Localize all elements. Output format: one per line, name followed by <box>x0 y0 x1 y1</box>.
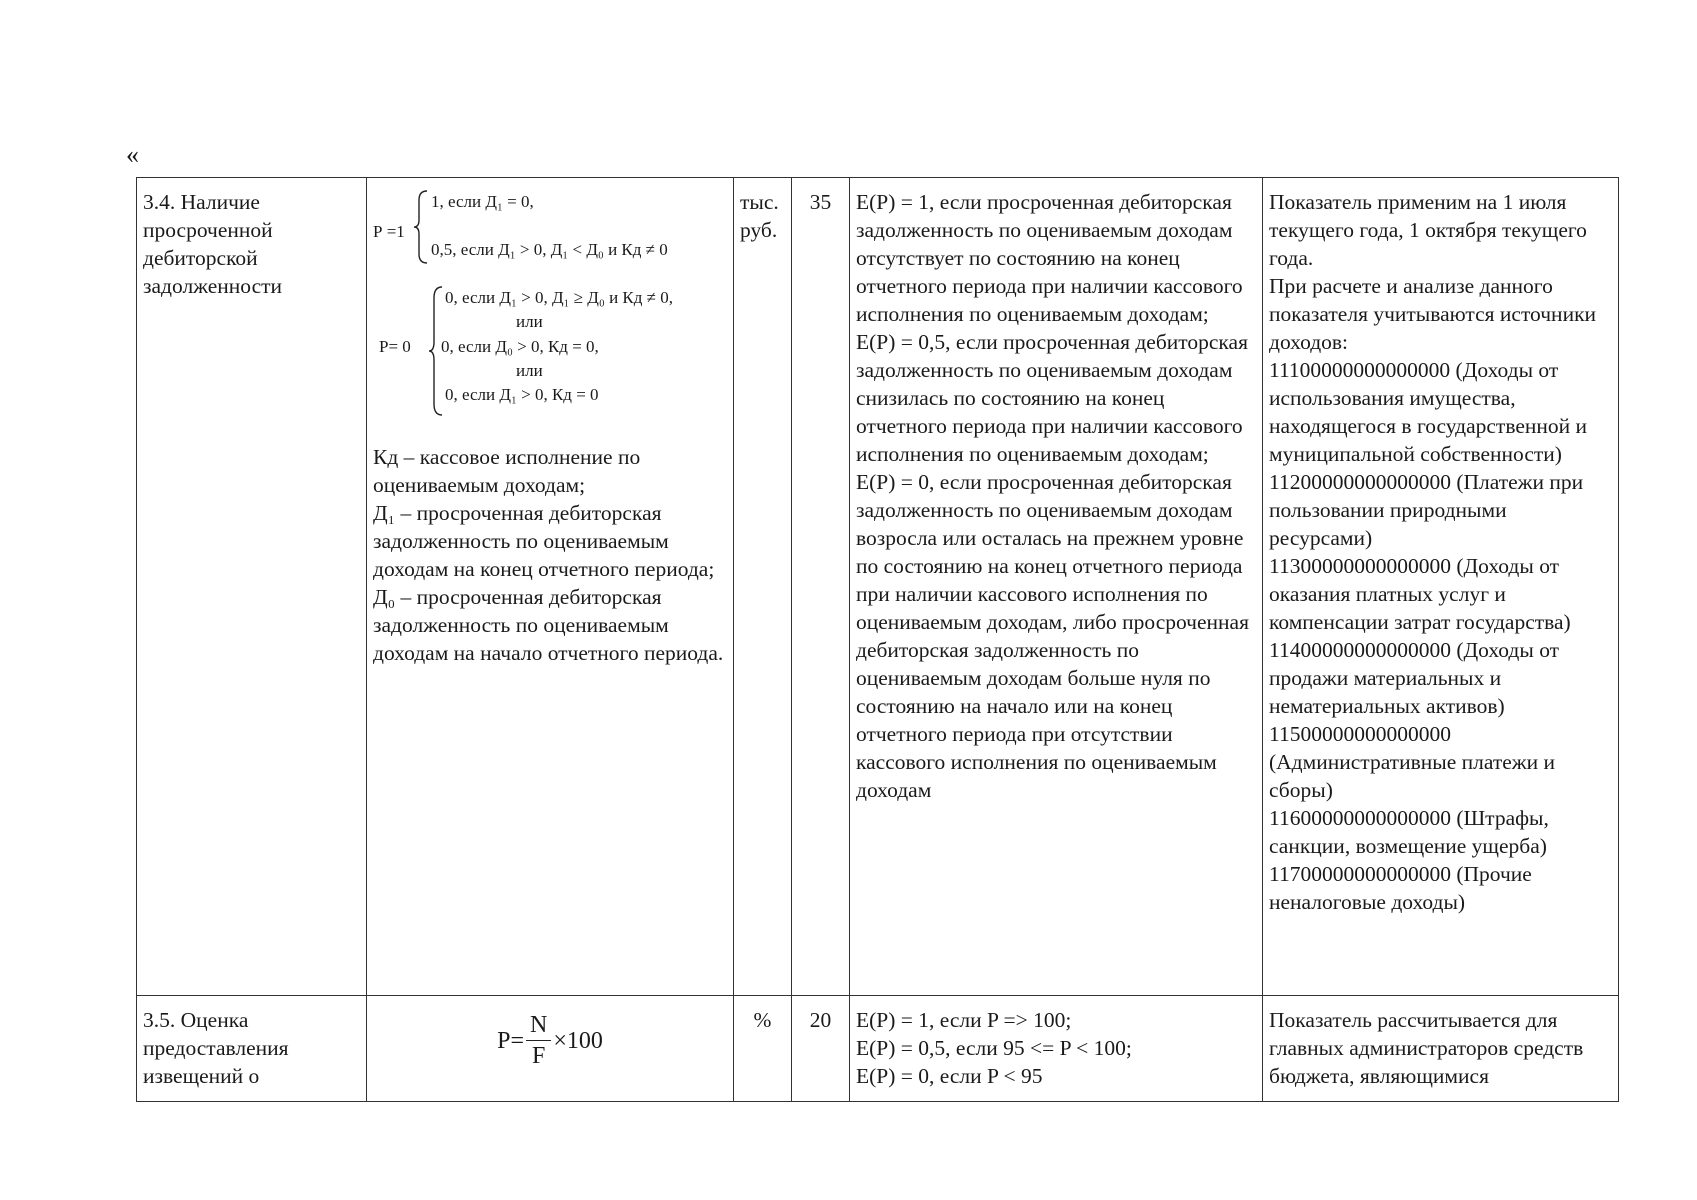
indicators-table <box>136 177 1619 1102</box>
piecewise-formula <box>373 188 727 443</box>
indicator-name-cell <box>137 178 367 996</box>
formula-p1-label: Р =1 <box>373 222 405 241</box>
formula-p0-case: 0, если Д₁ > 0, Д₁ ≥ Д₀ и Кд ≠ 0, <box>445 288 673 307</box>
fraction <box>526 1012 551 1069</box>
table-row <box>137 996 1619 1102</box>
weight-value: 20 <box>809 1008 832 1032</box>
unit-cell <box>734 178 792 996</box>
formula-cell <box>367 996 734 1102</box>
evaluation-cell: E(P) = 1, если просроченная дебиторская задолженность по оцениваемым доходам отсутствует по состоянию на конец отчетного периода при наличии кассового исполнения по оцениваемым доходам; E(P) = 0,5, если просроченная дебиторская задолженность по оцениваемым доходам снизилась по состоянию на конец отчетного периода при наличии кассового исполнения по оцениваемым доходам; E(P) = 0, если просроченная дебиторская задолженность по оцениваемым доходам возросла или осталась на прежнем уровне по состоянию на конец отчетного периода при наличии кассового исполнения по оцениваемым доходам, либо просроченная дебиторская задолженность по оцениваемым доходам больше нуля по состоянию на начало или на конец отчетного периода при отсутствии кассового исполнения по оцениваемым доходам <box>850 178 1263 996</box>
formula-p0-case: 0, если Д₀ > 0, Кд = 0, <box>441 337 599 356</box>
formula-p0-label: Р= 0 <box>379 337 411 356</box>
evaluation-cell: E(P) = 1, если P => 100; E(P) = 0,5, если 95 <= P < 100; E(P) = 0, если P < 95 <box>850 996 1263 1102</box>
indicator-name-cell <box>137 996 367 1102</box>
unit-label: тыс. руб. <box>740 190 779 242</box>
formula-lhs: P= <box>497 1027 524 1054</box>
notes-cell: Показатель применим на 1 июля текущего года, 1 октября текущего года. При расчете и анализе данного показателя учитываются источники доходов: 11100000000000000 (Доходы от использования имущества, находящегося в государственной и муниципальной собственности) 11200000000000000 (Платежи при пользовании природными ресурсами) 11300000000000000 (Доходы от оказания платных услуг и компенсации затрат государства) 11400000000000000 (Доходы от продажи материальных и нематериальных активов) 11500000000000000 (Административные платежи и сборы) 11600000000000000 (Штрафы, санкции, возмещение ущерба) 11700000000000000 (Прочие неналоговые доходы) <box>1263 178 1619 996</box>
ratio-formula <box>373 1006 727 1069</box>
opening-quote-mark: « <box>126 140 139 169</box>
formula-cell <box>367 178 734 996</box>
weight-value: 35 <box>809 190 832 214</box>
formula-p0-case: 0, если Д₁ > 0, Кд = 0 <box>445 385 599 404</box>
formula-rhs: ×100 <box>553 1027 603 1054</box>
formula-p1-case: 1, если Д₁ = 0, <box>431 192 534 211</box>
fraction-numerator: N <box>526 1012 551 1041</box>
formula-p1-case: 0,5, если Д₁ > 0, Д₁ < Д₀ и Кд ≠ 0 <box>431 240 668 259</box>
formula-p0-case: или <box>516 361 543 380</box>
indicator-name: 3.5. Оценка предоставления извещений о <box>143 1008 289 1088</box>
formula-p0-case: или <box>516 312 543 331</box>
weight-cell <box>792 996 850 1102</box>
unit-label: % <box>753 1008 772 1032</box>
indicator-name: 3.4. Наличие просроченной дебиторской задолженности <box>143 190 283 298</box>
table-row <box>137 178 1619 996</box>
formula-definitions: Кд – кассовое исполнение по оцениваемым доходам; Д₁ – просроченная дебиторская задолженность по оцениваемым доходам на конец отчетного периода; Д₀ – просроченная дебиторская задолженность по оцениваемым доходам на начало отчетного периода. <box>373 445 724 665</box>
notes-cell: Показатель рассчитывается для главных администраторов средств бюджета, являющимися <box>1263 996 1619 1102</box>
unit-cell <box>734 996 792 1102</box>
weight-cell <box>792 178 850 996</box>
left-brace-icon <box>413 190 429 264</box>
fraction-denominator: F <box>531 1043 546 1069</box>
